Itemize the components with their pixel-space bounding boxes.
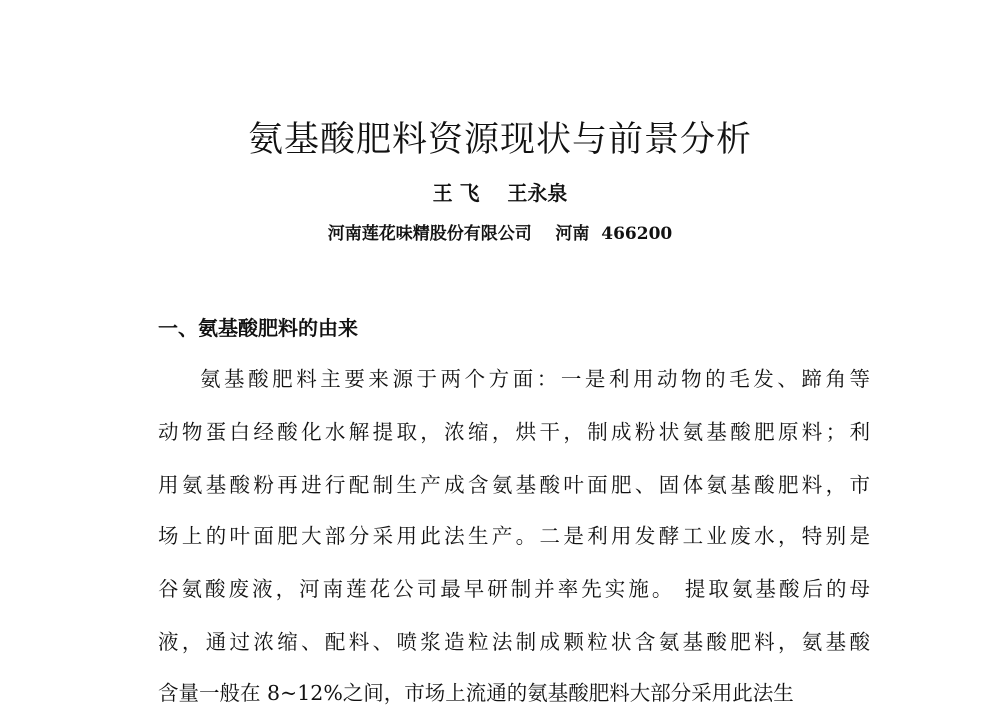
body-paragraph-line: 场上的叶面肥大部分采用此法生产。二是利用发酵工业废水，特别是	[158, 524, 870, 548]
paper-title: 氨基酸肥料资源现状与前景分析	[247, 120, 752, 160]
affiliation: 河南莲花味精股份有限公司 河南 466200	[327, 224, 673, 244]
body-paragraph-line: 谷氨酸废液，河南莲花公司最早研制并率先实施。 提取氨基酸后的母	[158, 577, 870, 601]
body-paragraph-line: 动物蛋白经酸化水解提取，浓缩，烘干，制成粉状氨基酸肥原料；利	[158, 420, 870, 444]
body-paragraph-line: 氨基酸肥料主要来源于两个方面：一是利用动物的毛发、蹄角等	[200, 367, 870, 391]
authors: 王 飞 王永泉	[432, 181, 568, 205]
section-heading: 一、氨基酸肥料的由来	[158, 316, 358, 340]
body-paragraph-line: 液，通过浓缩、配料、喷浆造粒法制成颗粒状含氨基酸肥料，氨基酸	[158, 630, 870, 654]
body-paragraph-line: 含量一般在 8~12%之间，市场上流通的氨基酸肥料大部分采用此法生	[158, 681, 794, 705]
body-paragraph-line: 用氨基酸粉再进行配制生产成含氨基酸叶面肥、固体氨基酸肥料，市	[158, 473, 870, 497]
